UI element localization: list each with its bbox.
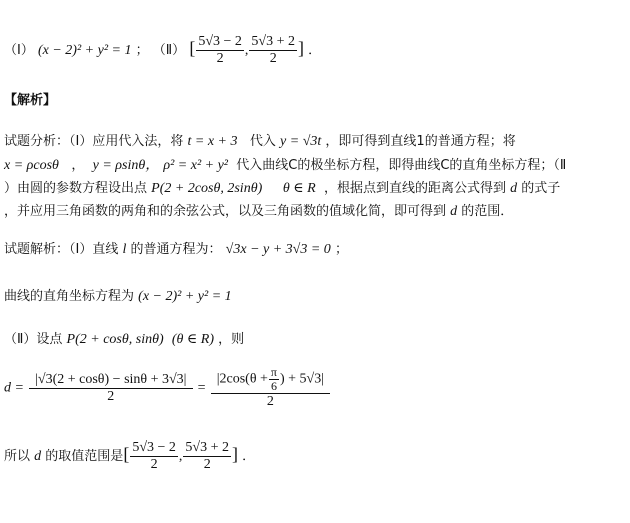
answer-den-a: 2 xyxy=(216,51,224,66)
solution-frac2-num-a: |2cos(θ + xyxy=(216,371,268,387)
solution-l3-point: P(2 + cosθ, sinθ) xyxy=(66,332,164,347)
answer-label-2: （Ⅱ） xyxy=(152,43,186,58)
analysis-l3-prefix: ）由圆的参数方程设出点 xyxy=(4,181,148,196)
analysis-l2-eq1: x = ρcosθ xyxy=(4,158,59,173)
solution-line-3 xyxy=(4,332,244,348)
solution-pi-over-6 xyxy=(269,366,279,393)
solution-range-frac-a xyxy=(130,440,178,473)
solution-frac2-num xyxy=(211,366,330,394)
solution-range-close: ] xyxy=(232,444,238,464)
solution-frac2-num-b: ) + 5√3| xyxy=(279,371,325,387)
answer-sep: ； xyxy=(135,43,149,58)
answer-num-a: 5√3 − 2 xyxy=(198,34,242,49)
answer-fraction-b xyxy=(249,34,297,67)
solution-pi-num: π xyxy=(270,365,277,379)
answer-bracket-open: [ xyxy=(189,38,196,58)
solution-l1-prefix: 试题解析：（Ⅰ）直线 xyxy=(4,242,119,257)
solution-l3-prefix: （Ⅱ）设点 xyxy=(4,332,63,347)
analysis-l1-mid: 代入 xyxy=(249,134,276,149)
solution-l5-d: d xyxy=(34,449,42,464)
answer-fraction-a xyxy=(196,34,244,67)
answer-den-b: 2 xyxy=(269,51,277,66)
solution-pi-den: 6 xyxy=(270,379,277,393)
solution-range-frac-b xyxy=(183,440,231,473)
analysis-l2-eq3: ρ² = x² + y² xyxy=(163,158,228,173)
solution-l2-eq: (x − 2)² + y² = 1 xyxy=(138,289,232,304)
answer-bracket-close: ] xyxy=(298,38,305,58)
solution-eq-sign: = xyxy=(197,380,206,396)
answer-label-1: （Ⅰ） xyxy=(4,43,34,58)
solution-line-1 xyxy=(4,242,348,258)
analysis-l1-eq2: y = √3t xyxy=(280,134,322,149)
solution-range-line xyxy=(4,440,255,473)
solution-frac1-den: 2 xyxy=(107,388,115,404)
solution-range-den-b: 2 xyxy=(203,457,211,472)
analysis-line-4 xyxy=(4,204,513,220)
solution-frac2-den: 2 xyxy=(266,394,274,409)
analysis-l2-eq2: y = ρsinθ， xyxy=(92,158,160,173)
solution-range-den-a: 2 xyxy=(150,457,158,472)
solution-l1-var: l xyxy=(122,242,127,257)
answer-eq-1: (x − 2)² + y² = 1 xyxy=(37,43,132,58)
solution-distance-formula xyxy=(4,366,331,410)
analysis-line-2 xyxy=(4,158,566,174)
analysis-l1-suffix: ，即可得到直线1的普通方程；将 xyxy=(325,134,516,149)
analysis-l4-d: d xyxy=(450,204,458,219)
answer-num-b: 5√3 + 2 xyxy=(251,34,296,49)
solution-range-comma: , xyxy=(178,449,183,464)
answer-comma: , xyxy=(244,43,249,58)
solution-l2-prefix: 曲线的直角坐标方程为 xyxy=(4,289,135,304)
analysis-l2-sep1: ， xyxy=(71,158,85,173)
answer-end: ． xyxy=(308,43,322,58)
analysis-l4-text: ，并应用三角函数的两角和的余弦公式，以及三角函数的值域化简，即可得到 xyxy=(4,204,447,219)
solution-frac-2 xyxy=(211,366,330,410)
analysis-line-1 xyxy=(4,134,516,150)
solution-l5-mid: 的取值范围是 xyxy=(45,449,124,464)
solution-l1-mid: 的普通方程为： xyxy=(130,242,222,257)
solution-frac-1 xyxy=(29,372,192,405)
solution-range-end: ． xyxy=(242,449,256,464)
analysis-l3-tail: 的式子 xyxy=(521,181,561,196)
analysis-l3-point: P(2 + 2cosθ, 2sinθ) xyxy=(151,181,263,196)
solution-l1-eq: √3x − y + 3√3 = 0 xyxy=(225,242,331,257)
analysis-l3-domain: θ ∈ R xyxy=(282,181,316,196)
analysis-l1-eq1: t = x + 3 xyxy=(187,134,238,149)
analysis-l1-prefix: 试题分析：（Ⅰ）应用代入法，将 xyxy=(4,134,184,149)
solution-range-open: [ xyxy=(123,444,130,464)
answer-line xyxy=(4,34,321,67)
analysis-l2-suffix: 代入曲线C的极坐标方程，即得曲线C的直角坐标方程；（Ⅱ xyxy=(236,158,567,173)
solution-l3-end: ，则 xyxy=(218,332,245,347)
analysis-l3-d: d xyxy=(510,181,518,196)
analysis-l4-tail: 的范围． xyxy=(461,204,514,219)
solution-range-num-b: 5√3 + 2 xyxy=(185,440,229,455)
solution-frac1-num: |√3(2 + cosθ) − sinθ + 3√3| xyxy=(29,372,192,389)
analysis-line-3 xyxy=(4,181,560,197)
solution-d-lhs: d = xyxy=(4,380,24,396)
solution-l5-prefix: 所以 xyxy=(4,449,31,464)
solution-range-num-a: 5√3 − 2 xyxy=(132,440,176,455)
analysis-header: 【解析】 xyxy=(4,93,57,108)
solution-l1-end: ； xyxy=(334,242,348,257)
solution-line-2 xyxy=(4,289,232,305)
analysis-l3-suffix: ，根据点到直线的距离公式得到 xyxy=(323,181,506,196)
solution-l3-domain: (θ ∈ R) xyxy=(171,332,215,347)
